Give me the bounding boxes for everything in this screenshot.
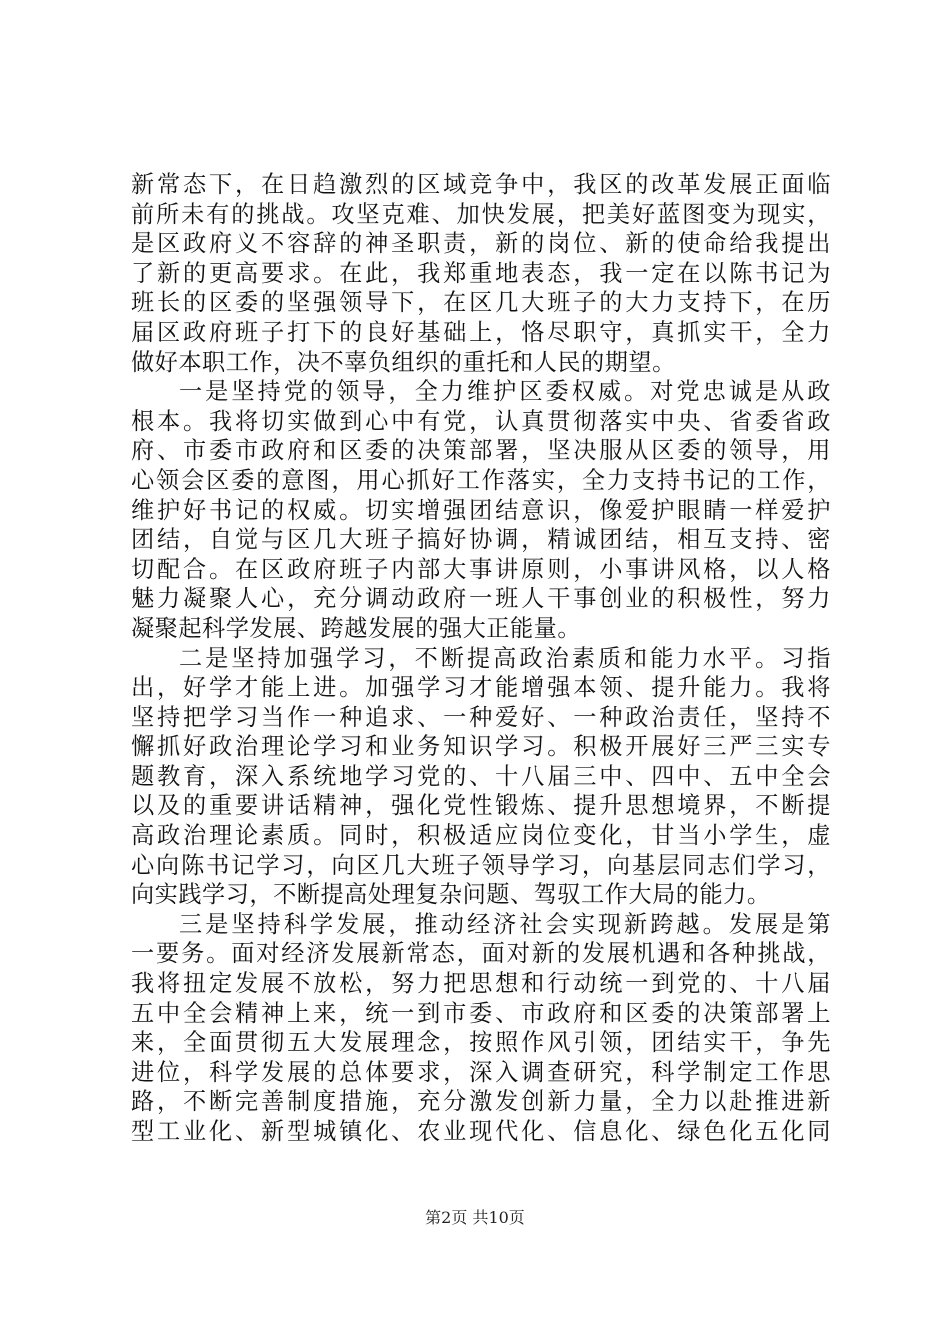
text-line: 魅力凝聚人心，充分调动政府一班人干事创业的积极性，努力	[131, 585, 831, 613]
text-line: 出，好学才能上进。加强学习才能增强本领、提升能力。我将	[131, 674, 831, 702]
text-line: 心向陈书记学习，向区几大班子领导学习，向基层同志们学习，	[131, 851, 831, 879]
text-line: 来，全面贯彻五大发展理念，按照作风引领，团结实干，争先	[131, 1029, 831, 1057]
text-line: 府、市委市政府和区委的决策部署，坚决服从区委的领导，用	[131, 437, 831, 465]
text-line: 懈抓好政治理论学习和业务知识学习。积极开展好三严三实专	[131, 733, 831, 761]
text-line: 班长的区委的坚强领导下，在区几大班子的大力支持下，在历	[131, 289, 831, 317]
text-line: 做好本职工作，决不辜负组织的重托和人民的期望。	[131, 348, 676, 376]
text-line: 我将扭定发展不放松，努力把思想和行动统一到党的、十八届	[131, 970, 831, 998]
text-line: 高政治理论素质。同时，积极适应岗位变化，甘当小学生，虚	[131, 822, 831, 850]
text-line: 型工业化、新型城镇化、农业现代化、信息化、绿色化五化同	[131, 1118, 831, 1145]
text-line: 三是坚持科学发展，推动经济社会实现新跨越。发展是第	[179, 910, 831, 938]
text-line: 了新的更高要求。在此，我郑重地表态，我一定在以陈书记为	[131, 259, 831, 287]
text-line: 路，不断完善制度措施，充分激发创新力量，全力以赴推进新	[131, 1088, 831, 1116]
text-line: 进位，科学发展的总体要求，深入调查研究，科学制定工作思	[131, 1058, 831, 1086]
text-line: 题教育，深入系统地学习党的、十八届三中、四中、五中全会	[131, 762, 831, 790]
text-line: 凝聚起科学发展、跨越发展的强大正能量。	[131, 614, 582, 642]
text-line: 新常态下，在日趋激烈的区域竞争中，我区的改革发展正面临	[131, 171, 831, 198]
page-footer: 第2页 共10页	[425, 1208, 525, 1227]
text-line: 根本。我将切实做到心中有党，认真贯彻落实中央、省委省政	[131, 407, 831, 435]
text-line: 维护好书记的权威。切实增强团结意识，像爱护眼睛一样爱护	[131, 496, 831, 524]
text-line: 以及的重要讲话精神，强化党性锻炼、提升思想境界，不断提	[131, 792, 831, 820]
text-line: 五中全会精神上来，统一到市委、市政府和区委的决策部署上	[131, 999, 831, 1027]
text-line: 坚持把学习当作一种追求、一种爱好、一种政治责任，坚持不	[131, 703, 831, 731]
text-line: 二是坚持加强学习，不断提高政治素质和能力水平。习指	[179, 644, 831, 672]
text-line: 团结，自觉与区几大班子搞好协调，精诚团结，相互支持、密	[131, 526, 831, 554]
text-line: 心领会区委的意图，用心抓好工作落实，全力支持书记的工作，	[131, 466, 831, 494]
text-line: 一要务。面对经济发展新常态，面对新的发展机遇和各种挑战，	[131, 940, 831, 968]
text-line: 届区政府班子打下的良好基础上，恪尽职守，真抓实干，全力	[131, 318, 831, 346]
document-body	[131, 170, 831, 1147]
text-line: 前所未有的挑战。攻坚克难、加快发展，把美好蓝图变为现实，	[131, 200, 831, 228]
text-line: 切配合。在区政府班子内部大事讲原则，小事讲风格，以人格	[131, 555, 831, 583]
text-line: 是区政府义不容辞的神圣职责，新的岗位、新的使命给我提出	[131, 230, 831, 258]
text-line: 一是坚持党的领导，全力维护区委权威。对党忠诚是从政	[179, 378, 831, 406]
text-line: 向实践学习，不断提高处理复杂问题、驾驭工作大局的能力。	[131, 881, 771, 909]
